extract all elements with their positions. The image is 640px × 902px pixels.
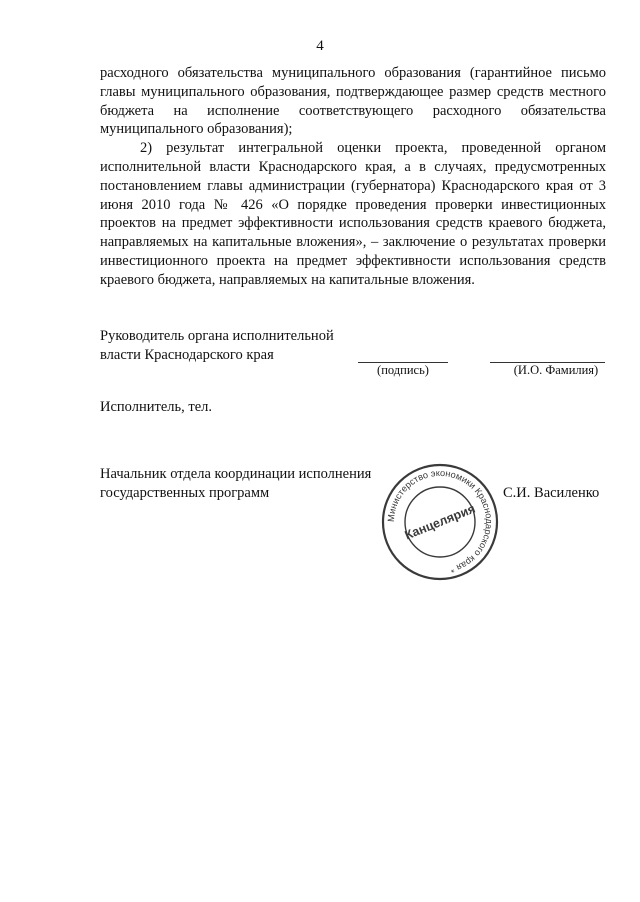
paragraph-1: расходного обязательства муниципального образования (гарантийное письмо главы муниципального образования, подтверждающее размер средств местного бюджета на исполнение соответствующего расходного обязательства муниципального образования); bbox=[100, 65, 606, 138]
official-stamp bbox=[380, 462, 500, 582]
signature-caption: (подпись) bbox=[377, 363, 429, 377]
document-body bbox=[100, 64, 606, 290]
approval-title bbox=[100, 465, 371, 503]
stamp-ring-text: Министерство экономики Краснодарского края * bbox=[385, 467, 495, 575]
executor-label: Исполнитель, тел. bbox=[100, 399, 212, 415]
name-caption: (И.О. Фамилия) bbox=[513, 363, 599, 377]
head-title-line-2: власти Краснодарского края bbox=[100, 347, 274, 363]
approval-title-line-2: государственных программ bbox=[100, 485, 270, 501]
paragraph-2: 2) результат интегральной оценки проекта, проведенной органом исполнительной власти Краснодарского края, а в случаях, предусмотренных постановлением главы администрации (губернатора) Краснодарского края от 3 июня 2010 года № 426 «О порядке проведения проверки инвестиционных проектов на предмет эффективности использования средств краевого бюджета, направляемых на капитальные вложения», – заключение о результатах проверки инвестиционного проекта на предмет эффективности использования средств краевого бюджета, направляемых на капитальные вложения. bbox=[100, 140, 606, 288]
stamp-center-text: Канцелярия bbox=[402, 501, 478, 543]
approval-title-line-1: Начальник отдела координации исполнения bbox=[100, 466, 372, 482]
page-number: 4 bbox=[316, 38, 324, 54]
head-title-line-1: Руководитель органа исполнительной bbox=[100, 328, 334, 344]
approval-name: С.И. Василенко bbox=[503, 485, 600, 501]
head-title bbox=[100, 327, 334, 365]
